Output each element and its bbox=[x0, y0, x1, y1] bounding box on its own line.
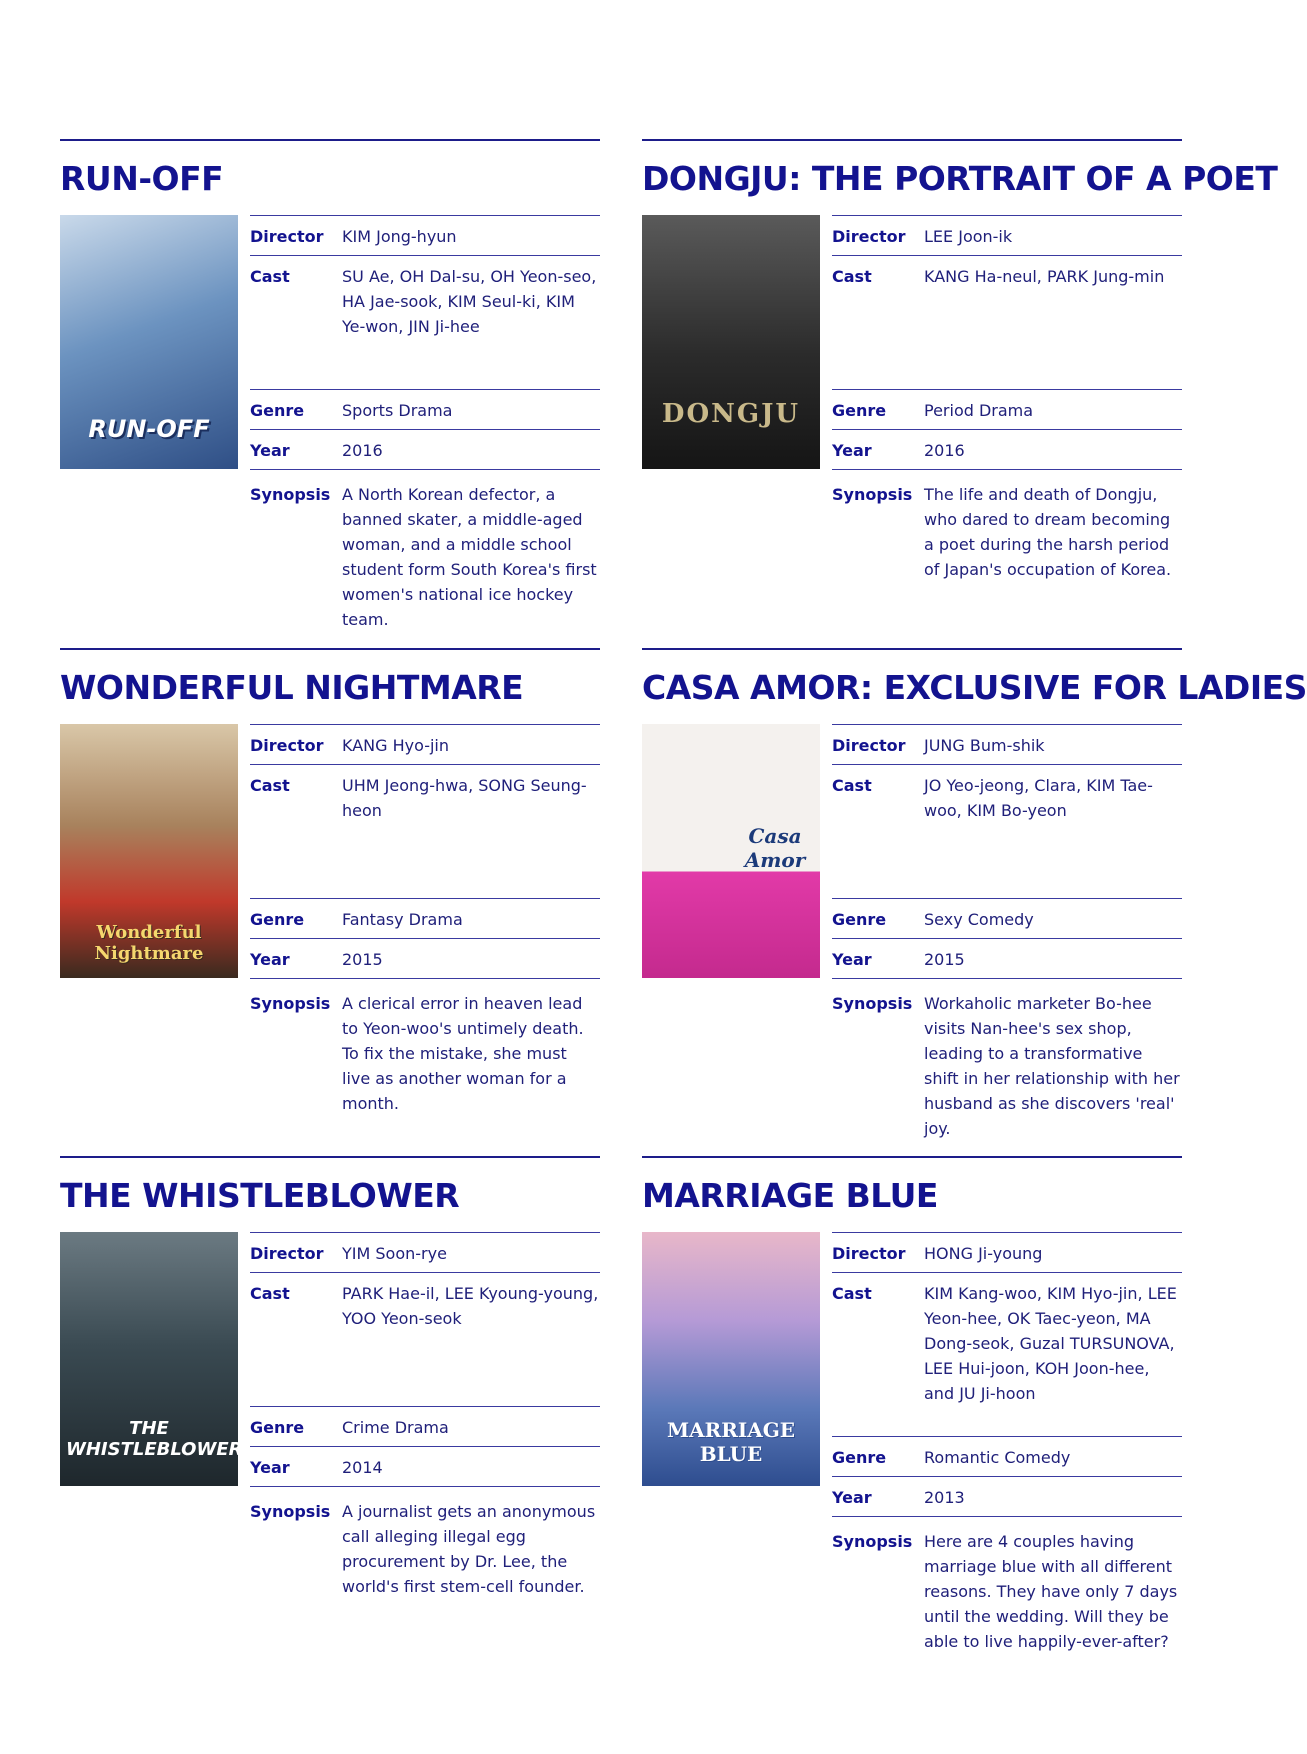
film-title: RUN-OFF bbox=[60, 159, 224, 198]
cast-label: Cast bbox=[832, 1284, 872, 1303]
film-title: DONGJU: THE PORTRAIT OF A POET bbox=[642, 159, 1278, 198]
divider bbox=[60, 139, 600, 141]
synopsis-label: Synopsis bbox=[832, 1532, 913, 1551]
film-poster bbox=[60, 724, 238, 978]
year-value: 2015 bbox=[342, 950, 383, 969]
synopsis-value: A clerical error in heaven lead to Yeon-woo's untimely death. To fix the mistake, she must live as another woman for a month. bbox=[342, 994, 584, 1113]
synopsis-value: Workaholic marketer Bo-hee visits Nan-hee's sex shop, leading to a transformative shift in her relationship with her husband as she discovers 'real' joy. bbox=[924, 994, 1180, 1138]
film-card-dongju bbox=[642, 139, 1278, 579]
cast-value: KANG Ha-neul, PARK Jung-min bbox=[924, 267, 1165, 286]
film-card-casa-amor bbox=[642, 648, 1307, 1138]
poster-title: RUN-OFF bbox=[88, 415, 210, 443]
genre-label: Genre bbox=[250, 401, 305, 420]
year-value: 2015 bbox=[924, 950, 965, 969]
poster-title: Casa Amor bbox=[744, 824, 806, 872]
genre-value: Sexy Comedy bbox=[924, 910, 1034, 929]
director-value: LEE Joon-ik bbox=[924, 227, 1013, 246]
film-poster bbox=[60, 215, 238, 469]
divider bbox=[642, 139, 1182, 141]
year-label: Year bbox=[832, 950, 872, 969]
genre-label: Genre bbox=[250, 1418, 305, 1437]
synopsis-value: A North Korean defector, a banned skater, a middle-aged woman, and a middle school student form South Korea's first women's national ice hockey team. bbox=[342, 485, 597, 629]
divider bbox=[60, 1156, 600, 1158]
year-label: Year bbox=[250, 950, 290, 969]
cast-value: JO Yeo-jeong, Clara, KIM Tae-woo, KIM Bo-yeon bbox=[924, 776, 1153, 820]
genre-value: Fantasy Drama bbox=[342, 910, 463, 929]
director-label: Director bbox=[250, 1244, 324, 1263]
cast-label: Cast bbox=[250, 267, 290, 286]
film-poster bbox=[642, 724, 820, 978]
director-value: KANG Hyo-jin bbox=[342, 736, 449, 755]
synopsis-value: Here are 4 couples having marriage blue with all different reasons. They have only 7 days until the wedding. Will they be able to live happily-ever-after? bbox=[924, 1532, 1178, 1651]
director-value: KIM Jong-hyun bbox=[342, 227, 457, 246]
synopsis-label: Synopsis bbox=[832, 485, 913, 504]
synopsis-label: Synopsis bbox=[250, 994, 331, 1013]
director-label: Director bbox=[250, 736, 324, 755]
genre-label: Genre bbox=[250, 910, 305, 929]
film-title: MARRIAGE BLUE bbox=[642, 1176, 938, 1215]
year-value: 2016 bbox=[342, 441, 383, 460]
year-label: Year bbox=[832, 1488, 872, 1507]
cast-label: Cast bbox=[832, 267, 872, 286]
cast-label: Cast bbox=[250, 776, 290, 795]
genre-value: Crime Drama bbox=[342, 1418, 449, 1437]
film-title: WONDERFUL NIGHTMARE bbox=[60, 668, 524, 707]
cast-value: KIM Kang-woo, KIM Hyo-jin, LEE Yeon-hee, OK Taec-yeon, MA Dong-seok, Guzal TURSUNOVA, LEE Hui-joon, KOH Joon-hee, and JU Ji-hoon bbox=[924, 1284, 1177, 1403]
director-value: HONG Ji-young bbox=[924, 1244, 1043, 1263]
synopsis-value: A journalist gets an anonymous call alleging illegal egg procurement by Dr. Lee, the world's first stem-cell founder. bbox=[342, 1502, 596, 1596]
film-poster bbox=[642, 215, 820, 469]
cast-label: Cast bbox=[832, 776, 872, 795]
cast-value: UHM Jeong-hwa, SONG Seung-heon bbox=[342, 776, 587, 820]
year-label: Year bbox=[250, 1458, 290, 1477]
film-title: CASA AMOR: EXCLUSIVE FOR LADIES bbox=[642, 668, 1307, 707]
year-label: Year bbox=[832, 441, 872, 460]
cast-label: Cast bbox=[250, 1284, 290, 1303]
genre-value: Sports Drama bbox=[342, 401, 453, 420]
synopsis-label: Synopsis bbox=[250, 485, 331, 504]
film-card-the-whistleblower bbox=[60, 1156, 600, 1596]
director-label: Director bbox=[832, 1244, 906, 1263]
film-card-run-off bbox=[60, 139, 600, 629]
synopsis-label: Synopsis bbox=[250, 1502, 331, 1521]
year-label: Year bbox=[250, 441, 290, 460]
poster-title: Wonderful Nightmare bbox=[94, 922, 204, 964]
genre-value: Period Drama bbox=[924, 401, 1034, 420]
genre-label: Genre bbox=[832, 910, 887, 929]
genre-label: Genre bbox=[832, 1448, 887, 1467]
genre-value: Romantic Comedy bbox=[924, 1448, 1071, 1467]
director-value: JUNG Bum-shik bbox=[924, 736, 1045, 755]
year-value: 2016 bbox=[924, 441, 965, 460]
year-value: 2014 bbox=[342, 1458, 383, 1477]
year-value: 2013 bbox=[924, 1488, 965, 1507]
poster-title: DONGJU bbox=[661, 399, 801, 429]
film-poster bbox=[60, 1232, 243, 1486]
cast-value: PARK Hae-il, LEE Kyoung-young, YOO Yeon-seok bbox=[342, 1284, 599, 1328]
divider bbox=[642, 1156, 1182, 1158]
cast-value: SU Ae, OH Dal-su, OH Yeon-seo, HA Jae-sook, KIM Seul-ki, KIM Ye-won, JIN Ji-hee bbox=[342, 267, 597, 336]
genre-label: Genre bbox=[832, 401, 887, 420]
film-card-wonderful-nightmare bbox=[60, 648, 600, 1113]
divider bbox=[60, 648, 600, 650]
director-value: YIM Soon-rye bbox=[342, 1244, 447, 1263]
film-title: THE WHISTLEBLOWER bbox=[60, 1176, 460, 1215]
director-label: Director bbox=[832, 736, 906, 755]
poster-title: MARRIAGE BLUE bbox=[666, 1418, 796, 1466]
poster-title: THE WHISTLEBLOWER bbox=[66, 1418, 243, 1460]
divider bbox=[642, 648, 1182, 650]
film-card-marriage-blue bbox=[642, 1156, 1182, 1651]
director-label: Director bbox=[250, 227, 324, 246]
synopsis-value: The life and death of Dongju, who dared to dream becoming a poet during the harsh period of Japan's occupation of Korea. bbox=[924, 485, 1172, 579]
synopsis-label: Synopsis bbox=[832, 994, 913, 1013]
film-poster bbox=[642, 1232, 820, 1486]
director-label: Director bbox=[832, 227, 906, 246]
